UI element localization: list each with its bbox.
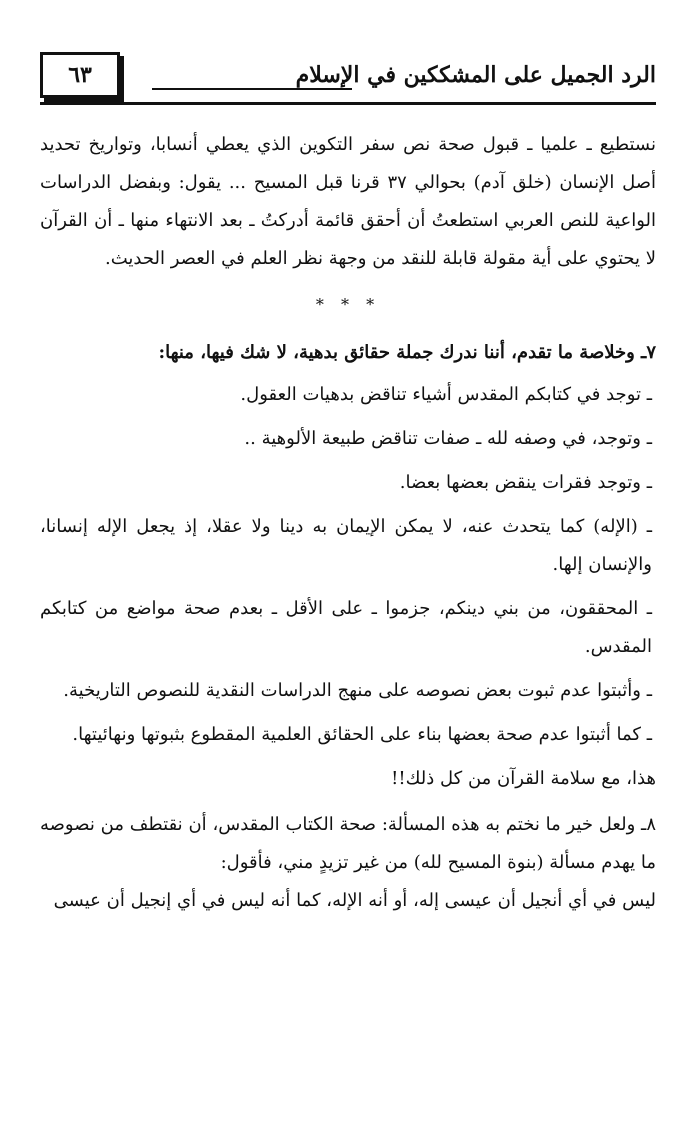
final-paragraph: ليس في أي أنجيل أن عيسى إله، أو أنه الإله، كما أنه ليس في أي إنجيل أن عيسى (53, 890, 656, 911)
section-separator: * * * (315, 295, 381, 314)
bullet-item: ـ توجد في كتابكم المقدس أشياء تناقض بدهيات العقول. (240, 384, 652, 405)
bullet-item: ـ المحققون، من بني دينكم، جزموا ـ على الأقل ـ بعدم صحة مواضع من كتابكم المقدس. (40, 598, 652, 657)
running-title: الرد الجميل على المشككين في الإسلام (295, 62, 656, 88)
point-7-heading: ٧ـ وخلاصة ما تقدم، أننا ندرك جملة حقائق بدهية، لا شك فيها، منها: (158, 342, 656, 363)
bullet-item: ـ وتوجد، في وصفه لله ـ صفات تناقض طبيعة الألوهية .. (244, 428, 652, 449)
point-8-paragraph: ٨ـ ولعل خير ما نختم به هذه المسألة: صحة الكتاب المقدس، أن نقتطف من نصوصه ما يهدم مسألة (بنوة المسيح لله) من غير تزيدٍ مني، فأقول: (40, 814, 656, 873)
page-body (40, 126, 656, 928)
page-header (40, 52, 656, 108)
header-rule (152, 88, 352, 90)
bullet-item: ـ كما أثبتوا عدم صحة بعضها بناء على الحقائق العلمية المقطوع بثبوتها ونهائيتها. (72, 724, 652, 745)
bullet-item: ـ (الإله) كما يتحدث عنه، لا يمكن الإيمان به دينا ولا عقلا، إذ يجعل الإله إنسانا، والإنسان إلها. (40, 516, 652, 575)
bullet-item: ـ وتوجد فقرات ينقض بعضها بعضا. (399, 472, 652, 493)
closing-line: هذا، مع سلامة القرآن من كل ذلك!! (391, 768, 656, 789)
intro-paragraph: نستطيع ـ علميا ـ قبول صحة نص سفر التكوين الذي يعطي أنسابا، وتواريخ تحديد أصل الإنسان (خلق آدم) بحوالي ٣٧ قرنا قبل المسيح ... يقول: وبفضل الدراسات الواعية للنص العربي استطعتُ أن أحقق قائمة أدركتُ ـ بعد الانتهاء منها ـ أن القرآن لا يحتوي على أية مقولة قابلة للنقد من وجهة نظر العلم في العصر الحديث. (40, 134, 656, 269)
header-divider (40, 102, 656, 105)
bullet-item: ـ وأثبتوا عدم ثبوت بعض نصوصه على منهج الدراسات النقدية للنصوص التاريخية. (63, 680, 652, 701)
page-number: ٦٣ (40, 52, 120, 98)
